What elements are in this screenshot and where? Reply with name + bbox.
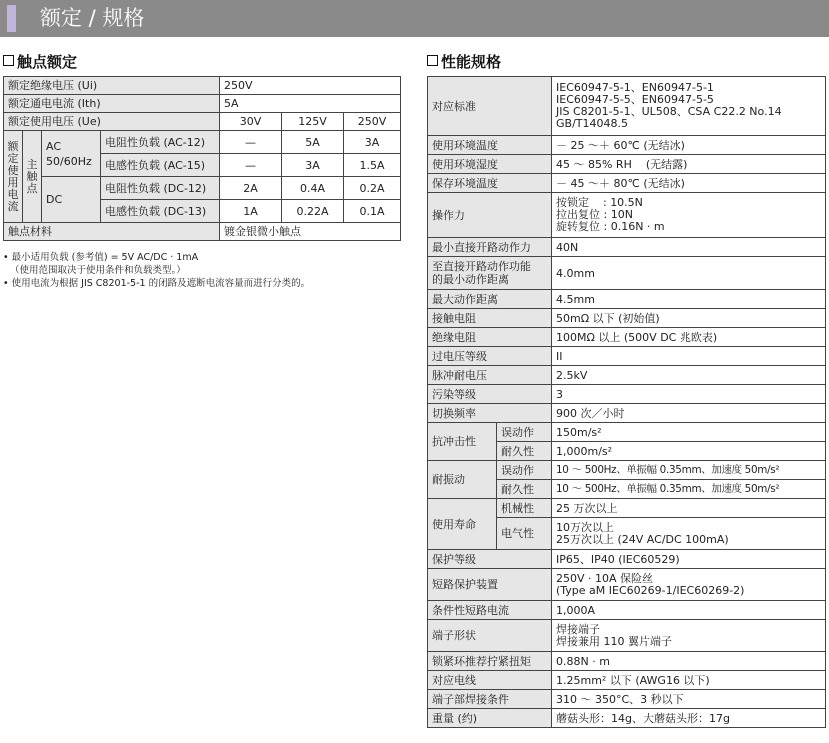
ith-label: 额定通电电流 (Ith) <box>4 95 220 113</box>
max-travel-label: 最大动作距离 <box>428 290 552 309</box>
solder-label: 端子部焊接条件 <box>428 690 552 709</box>
ac12-value-30v: — <box>220 131 282 154</box>
force-label: 操作力 <box>428 193 552 238</box>
main-contact-label: 主触点 <box>23 131 42 223</box>
vib-dur-label: 耐久性 <box>497 480 552 499</box>
protection-value: IP65、IP40 (IEC60529) <box>552 550 826 569</box>
ue-col-250v: 250V <box>344 113 401 131</box>
ac12-value-250v: 3A <box>344 131 401 154</box>
table-row <box>4 113 401 131</box>
table-row <box>428 601 826 620</box>
table-row <box>428 136 826 155</box>
table-row <box>428 257 826 290</box>
life-label: 使用寿命 <box>428 499 497 550</box>
header-accent <box>7 5 16 32</box>
note-line: • 使用电流为根据 JIS C8201-5-1 的闭路及遮断电流容量而进行分类的。 <box>3 278 311 289</box>
ac15-value-125v: 3A <box>282 154 344 177</box>
humidity-value: 45 ～ 85% RH (无结露) <box>552 155 826 174</box>
checkbox-square-icon <box>427 55 438 66</box>
dc-label: DC <box>42 177 101 223</box>
table-row <box>428 690 826 709</box>
table-row <box>4 177 401 200</box>
wire-label: 对应电线 <box>428 671 552 690</box>
ac-label: AC 50/60Hz <box>42 131 101 177</box>
note-line: （使用范围取决于使用条件和负载类型。） <box>10 265 186 276</box>
ith-value: 5A <box>220 95 401 113</box>
perf-section-title-text: 性能规格 <box>441 53 502 71</box>
table-row <box>428 499 826 518</box>
contact-res-label: 接触电阻 <box>428 309 552 328</box>
table-row <box>428 461 826 480</box>
checkbox-square-icon <box>3 55 14 66</box>
ac15-value-250v: 1.5A <box>344 154 401 177</box>
insulation-label: 绝缘电阻 <box>428 328 552 347</box>
protection-label: 保护等级 <box>428 550 552 569</box>
min-travel-value: 4.0mm <box>552 257 826 290</box>
dc13-value-250v: 0.1A <box>344 200 401 223</box>
insulation-value: 100MΩ 以上 (500V DC 兆欧表) <box>552 328 826 347</box>
ac15-label: 电感性负载 (AC-15) <box>101 154 220 177</box>
vib-dur-value: 10 ～ 500Hz、单振幅 0.35mm、加速度 50m/s² <box>552 480 826 499</box>
ue-col-125v: 125V <box>282 113 344 131</box>
switching-label: 切换频率 <box>428 404 552 423</box>
weight-value: 蘑菇头形：14g、大蘑菇头形：17g <box>552 709 826 728</box>
table-row <box>428 328 826 347</box>
torque-value: 0.88N · m <box>552 652 826 671</box>
page-title: 额定 / 规格 <box>40 6 145 30</box>
table-row <box>428 155 826 174</box>
table-row <box>428 569 826 601</box>
min-travel-label: 至直接开路动作功能 的最小动作距离 <box>428 257 552 290</box>
terminal-label: 端子形状 <box>428 620 552 652</box>
shock-label: 抗冲击性 <box>428 423 497 461</box>
dc12-label: 电阻性负载 (DC-12) <box>101 177 220 200</box>
min-force-value: 40N <box>552 238 826 257</box>
impulse-value: 2.5kV <box>552 366 826 385</box>
table-row <box>4 77 401 95</box>
dc13-label: 电感性负载 (DC-13) <box>101 200 220 223</box>
humidity-label: 使用环境湿度 <box>428 155 552 174</box>
dc13-value-125v: 0.22A <box>282 200 344 223</box>
rated-current-label: 额定使用电流 <box>4 131 23 223</box>
force-value: 按锁定 : 10.5N 拉出复位 : 10N 旋转复位 : 0.16N · m <box>552 193 826 238</box>
solder-value: 310 ～ 350°C、3 秒以下 <box>552 690 826 709</box>
standards-value: IEC60947-5-1、EN60947-5-1 IEC60947-5-5、EN60947-5-5 JIS C8201-5-1、UL508、CSA C22.2 No.14 GB/T14048.5 <box>552 77 826 136</box>
table-row <box>428 671 826 690</box>
ac12-value-125v: 5A <box>282 131 344 154</box>
temp-use-label: 使用环境温度 <box>428 136 552 155</box>
contact-rating-table <box>3 76 401 241</box>
contact-res-value: 50mΩ 以下 (初始值) <box>552 309 826 328</box>
max-travel-value: 4.5mm <box>552 290 826 309</box>
table-row <box>428 709 826 728</box>
performance-spec-table <box>427 76 826 728</box>
ue-label: 额定使用电压 (Ue) <box>4 113 220 131</box>
switching-value: 900 次／小时 <box>552 404 826 423</box>
table-row <box>428 174 826 193</box>
table-row <box>428 620 826 652</box>
dc12-value-250v: 0.2A <box>344 177 401 200</box>
short-device-value: 250V · 10A 保险丝 (Type aM IEC60269-1/IEC60269-2) <box>552 569 826 601</box>
temp-store-label: 保存环境温度 <box>428 174 552 193</box>
note-line: • 最小适用负载 (参考值) = 5V AC/DC · 1mA <box>3 252 199 263</box>
table-row <box>4 131 401 154</box>
table-row <box>4 223 401 241</box>
life-mech-label: 机械性 <box>497 499 552 518</box>
weight-label: 重量 (约) <box>428 709 552 728</box>
shock-mal-label: 误动作 <box>497 423 552 442</box>
table-row <box>428 423 826 442</box>
ui-label: 额定绝缘电压 (Ui) <box>4 77 220 95</box>
table-row <box>428 290 826 309</box>
table-row <box>428 652 826 671</box>
table-row <box>428 404 826 423</box>
vib-mal-value: 10 ～ 500Hz、单振幅 0.35mm、加速度 50m/s² <box>552 461 826 480</box>
dc12-value-30v: 2A <box>220 177 282 200</box>
min-force-label: 最小直接开路动作力 <box>428 238 552 257</box>
perf-section-title <box>427 51 501 72</box>
contact-section-title <box>3 51 77 72</box>
temp-store-value: － 45 ～＋ 80℃ (无结冰) <box>552 174 826 193</box>
vib-mal-label: 误动作 <box>497 461 552 480</box>
life-mech-value: 25 万次以上 <box>552 499 826 518</box>
ac15-value-30v: — <box>220 154 282 177</box>
table-row <box>428 385 826 404</box>
table-row <box>428 550 826 569</box>
overvoltage-label: 过电压等级 <box>428 347 552 366</box>
material-value: 镀金银微小触点 <box>220 223 401 241</box>
table-row <box>428 347 826 366</box>
cond-short-label: 条件性短路电流 <box>428 601 552 620</box>
vibration-label: 耐振动 <box>428 461 497 499</box>
header-bar <box>0 0 829 37</box>
shock-mal-value: 150m/s² <box>552 423 826 442</box>
contact-section-title-text: 触点额定 <box>17 53 78 71</box>
short-device-label: 短路保护装置 <box>428 569 552 601</box>
table-row <box>428 366 826 385</box>
shock-dur-value: 1,000m/s² <box>552 442 826 461</box>
terminal-value: 焊接端子 焊接兼用 110 翼片端子 <box>552 620 826 652</box>
pollution-value: 3 <box>552 385 826 404</box>
contact-notes <box>3 251 310 290</box>
dc12-value-125v: 0.4A <box>282 177 344 200</box>
ui-value: 250V <box>220 77 401 95</box>
torque-label: 锁紧环推荐拧紧扭矩 <box>428 652 552 671</box>
table-row <box>428 309 826 328</box>
dc13-value-30v: 1A <box>220 200 282 223</box>
table-row <box>4 95 401 113</box>
pollution-label: 污染等级 <box>428 385 552 404</box>
material-label: 触点材料 <box>4 223 220 241</box>
table-row <box>428 193 826 238</box>
wire-value: 1.25mm² 以下 (AWG16 以下) <box>552 671 826 690</box>
temp-use-value: － 25 ～＋ 60℃ (无结冰) <box>552 136 826 155</box>
life-elec-label: 电气性 <box>497 518 552 550</box>
ac12-label: 电阻性负载 (AC-12) <box>101 131 220 154</box>
table-row <box>428 77 826 136</box>
standards-label: 对应标准 <box>428 77 552 136</box>
shock-dur-label: 耐久性 <box>497 442 552 461</box>
overvoltage-value: II <box>552 347 826 366</box>
impulse-label: 脉冲耐电压 <box>428 366 552 385</box>
life-elec-value: 10万次以上 25万次以上 (24V AC/DC 100mA) <box>552 518 826 550</box>
table-row <box>428 238 826 257</box>
cond-short-value: 1,000A <box>552 601 826 620</box>
ue-col-30v: 30V <box>220 113 282 131</box>
